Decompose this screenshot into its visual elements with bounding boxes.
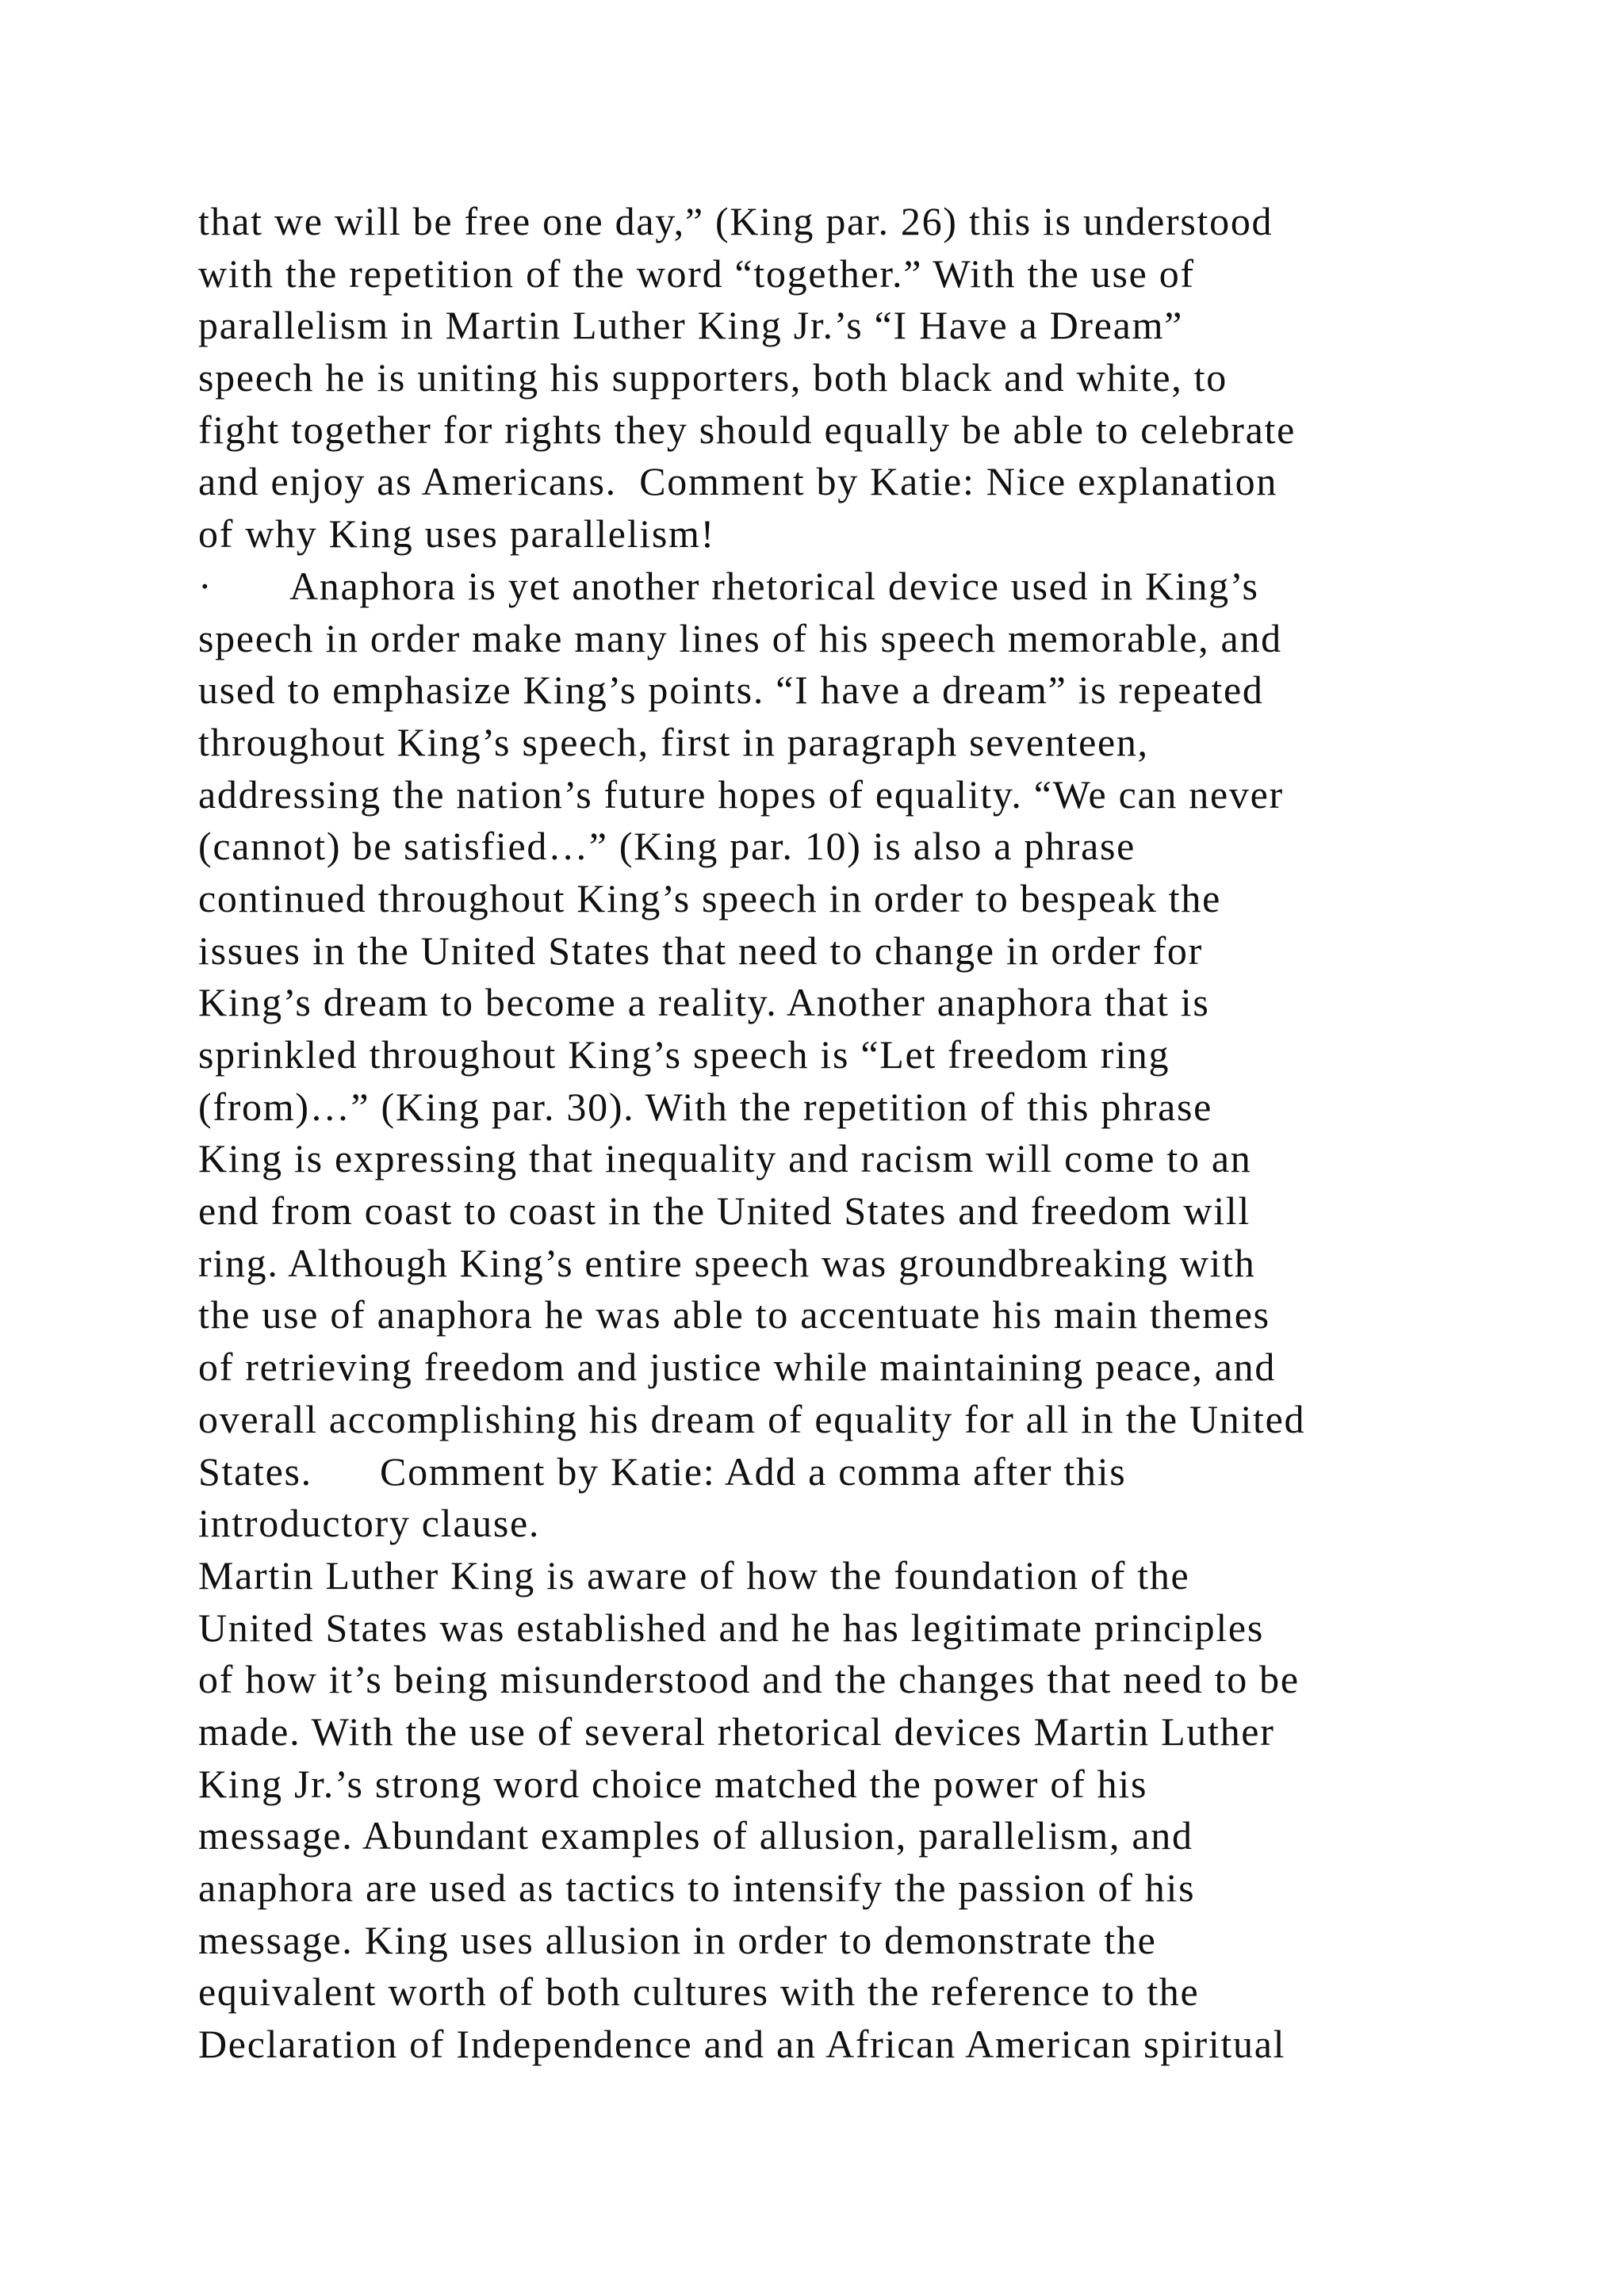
- text-line: United States was established and he has legitimate principles: [198, 1605, 1264, 1650]
- text-line: throughout King’s speech, first in paragraph seventeen,: [198, 719, 1149, 764]
- text-line: addressing the nation’s future hopes of equality. “We can never: [198, 771, 1284, 817]
- text-line: with the repetition of the word “together.” With the use of: [198, 251, 1195, 296]
- text-line: message. Abundant examples of allusion, parallelism, and: [198, 1813, 1193, 1858]
- text-line: of how it’s being misunderstood and the changes that need to be: [198, 1657, 1300, 1702]
- text-line: and enjoy as Americans. Comment by Katie: Nice explanation: [198, 459, 1278, 504]
- text-line: continued throughout King’s speech in order to bespeak the: [198, 875, 1221, 920]
- text-line: of retrieving freedom and justice while maintaining peace, and: [198, 1345, 1277, 1390]
- text-line: King is expressing that inequality and racism will come to an: [198, 1136, 1252, 1181]
- text-line: ring. Although King’s entire speech was groundbreaking with: [198, 1240, 1256, 1285]
- text-line: (cannot) be satisfied…” (King par. 10) is also a phrase: [198, 824, 1136, 869]
- text-line: anaphora are used as tactics to intensify the passion of his: [198, 1866, 1196, 1910]
- text-line: sprinkled throughout King’s speech is “Let freedom ring: [198, 1032, 1170, 1077]
- text-line: Declaration of Independence and an African American spiritual: [198, 2022, 1286, 2067]
- text-line: King’s dream to become a reality. Another anaphora that is: [198, 980, 1210, 1025]
- text-line: speech in order make many lines of his speech memorable, and: [198, 615, 1282, 660]
- text-line: the use of anaphora he was able to accentuate his main themes: [198, 1292, 1270, 1337]
- text-line: Martin Luther King is aware of how the foundation of the: [198, 1552, 1190, 1598]
- text-line: end from coast to coast in the United States and freedom will: [198, 1188, 1251, 1234]
- text-line: States. Comment by Katie: Add a comma after this: [198, 1448, 1127, 1494]
- text-line: (from)…” (King par. 30). With the repetition of this phrase: [198, 1084, 1213, 1129]
- text-line: fight together for rights they should equally be able to celebrate: [198, 407, 1297, 452]
- text-line: used to emphasize King’s points. “I have a dream” is repeated: [198, 668, 1264, 713]
- text-line: introductory clause.: [198, 1501, 541, 1546]
- bullet-line: · Anaphora is yet another rhetorical device used in King’s: [198, 563, 1259, 608]
- text-line: message. King uses allusion in order to demonstrate the: [198, 1917, 1157, 1962]
- text-line: King Jr.’s strong word choice matched the power of his: [198, 1761, 1148, 1806]
- text-line: speech he is uniting his supporters, both black and white, to: [198, 355, 1228, 400]
- text-line: equivalent worth of both cultures with the reference to the: [198, 1969, 1200, 2015]
- text-line: of why King uses parallelism!: [198, 511, 715, 557]
- body-text: [198, 196, 1546, 2071]
- text-line: made. With the use of several rhetorical devices Martin Luther: [198, 1709, 1275, 1754]
- text-line: overall accomplishing his dream of equality for all in the United: [198, 1396, 1306, 1441]
- text-line: issues in the United States that need to change in order for: [198, 928, 1203, 973]
- text-line: that we will be free one day,” (King par. 26) this is understood: [198, 199, 1274, 243]
- text-line: parallelism in Martin Luther King Jr.’s “I Have a Dream”: [198, 303, 1184, 348]
